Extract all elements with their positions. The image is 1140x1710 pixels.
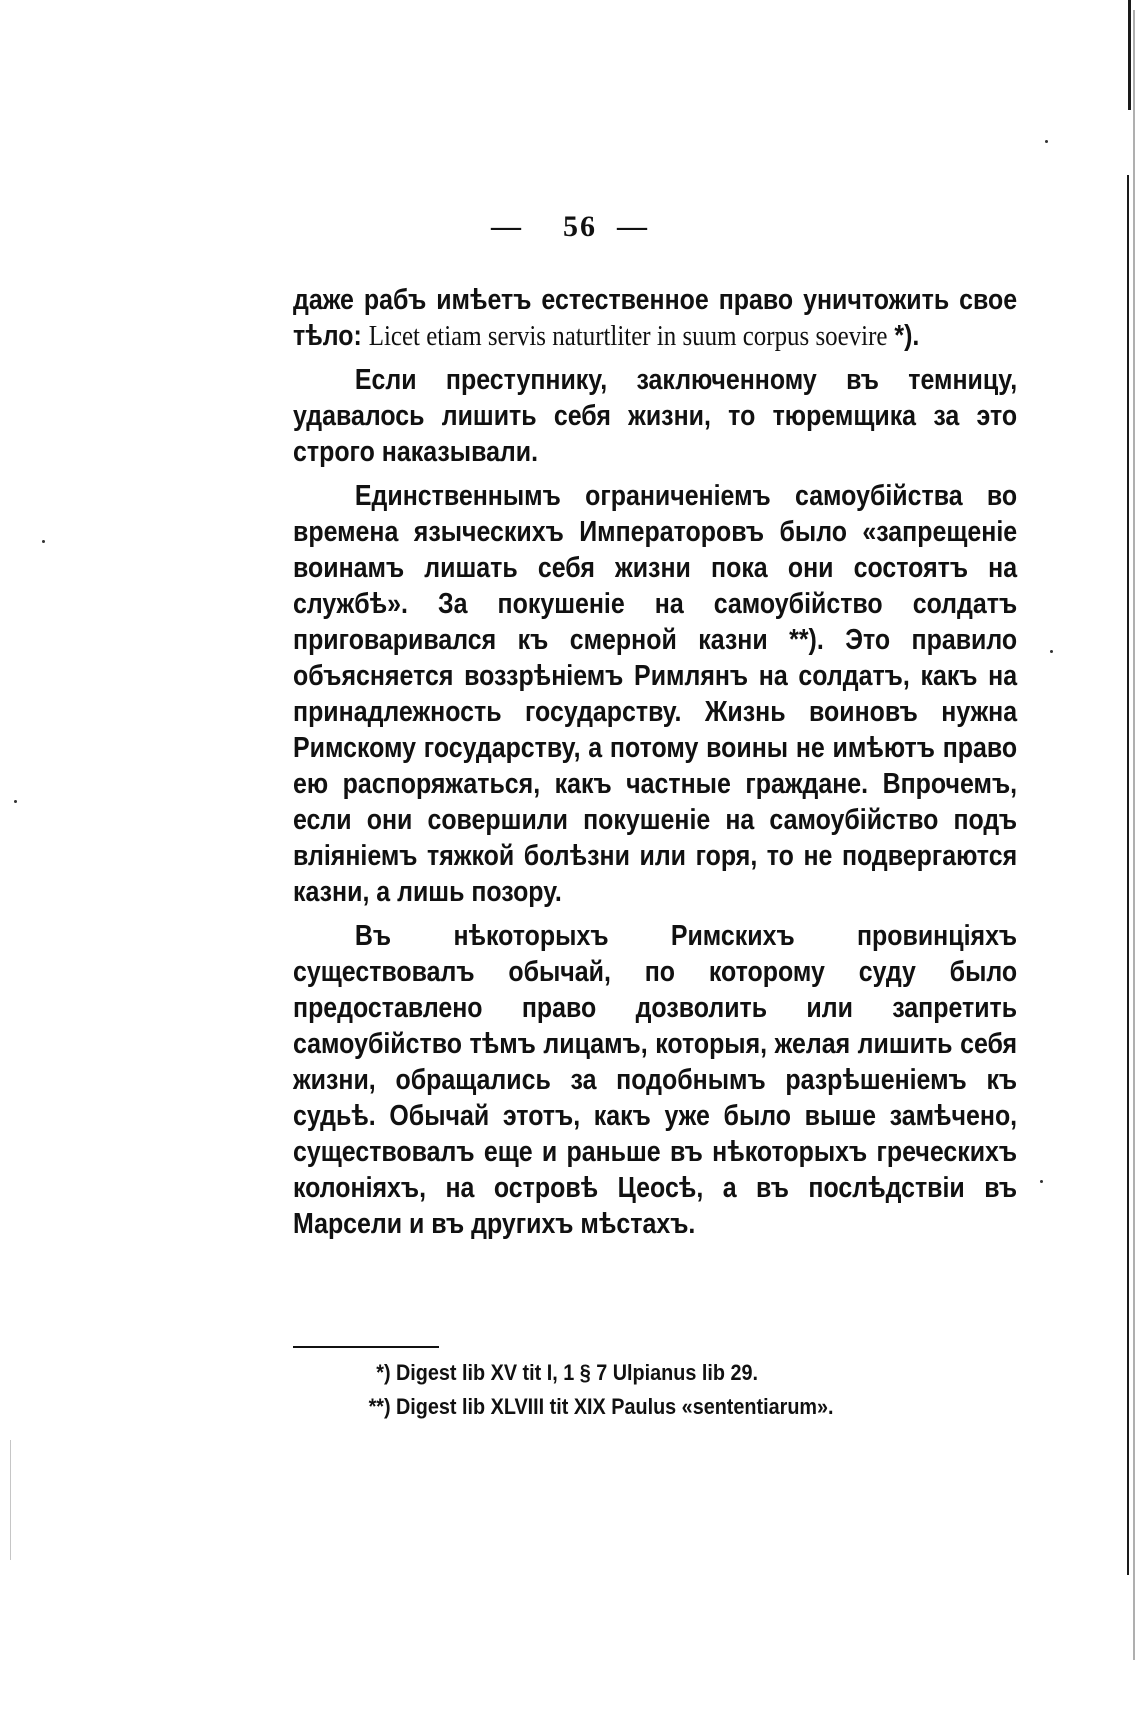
footnote-2 [360, 1390, 954, 1424]
page-number-dash-right: — [617, 210, 649, 243]
footnote-text: Digest lib XV tit I, 1 § 7 Ulpianus lib 29. [396, 1360, 758, 1385]
footnote-marker: **) [368, 1394, 391, 1419]
scan-edge-line [1133, 10, 1135, 1660]
paragraph-1 [293, 282, 1017, 354]
scan-speck [14, 800, 17, 803]
footnote-text: Digest lib XLVIII tit XIX Paulus «sententiarum». [396, 1394, 834, 1419]
body-text [293, 282, 1017, 1250]
paragraph-1-text: даже рабъ имѣетъ естественное право уничтожить свое тѣло: [293, 284, 1018, 352]
scan-speck [1050, 650, 1053, 653]
page-number: 56 [563, 210, 597, 243]
scan-speck [42, 540, 45, 543]
paragraph-3: Единственнымъ ограниченіемъ самоубійства во времена языческихъ Императоровъ было «запрещеніе воинамъ лишать себя жизни пока они состоятъ на службѣ». За покушеніе на самоубійство солдатъ приговаривался къ смерной казни **). Это правило объясняется воззрѣніемъ Римлянъ на солдатъ, какъ на принадлежность государству. Жизнь воиновъ нужна Римскому государству, а потому воины не имѣютъ право ею распоряжаться, какъ частные граждане. Впрочемъ, если они совершили покушеніе на самоубійство подъ вліяніемъ тяжкой болѣзни или горя, то не подвергаются казни, а лишь позору. [293, 480, 1018, 908]
scan-edge-line [1128, 0, 1131, 110]
scan-speck [1040, 1180, 1043, 1183]
scan-speck [1045, 140, 1048, 143]
scan-edge-line [1127, 175, 1129, 1575]
page-number-header [0, 210, 1140, 244]
paragraph-4: Въ нѣкоторыхъ Римскихъ провинціяхъ существовалъ обычай, по которому суду было предоставлено право дозволить или запретить самоубійство тѣмъ лицамъ, которыя, желая лишить себя жизни, обращались за подобнымъ разрѣшеніемъ къ судьѣ. Обычай этотъ, какъ уже было выше замѣчено, существовалъ еще и раньше въ нѣкоторыхъ греческихъ колоніяхъ, на островѣ Цеосѣ, а въ послѣдствіи въ Марсели и въ другихъ мѣстахъ. [293, 920, 1018, 1240]
footnote-marker: *) [376, 1360, 391, 1385]
footnote-1 [360, 1356, 954, 1390]
footnotes [360, 1356, 954, 1424]
page-number-dash-left: — [491, 210, 523, 243]
paragraph-1-footnote-ref: *). [887, 320, 920, 352]
scan-edge-line [10, 1440, 11, 1560]
paragraph-2: Если преступнику, заключенному въ темницу, удавалось лишить себя жизни, то тюремщика за это строго наказывали. [293, 364, 1018, 468]
latin-quote: Licet etiam servis naturtliter in suum corpus soevire [368, 320, 888, 352]
footnote-divider [293, 1346, 439, 1348]
